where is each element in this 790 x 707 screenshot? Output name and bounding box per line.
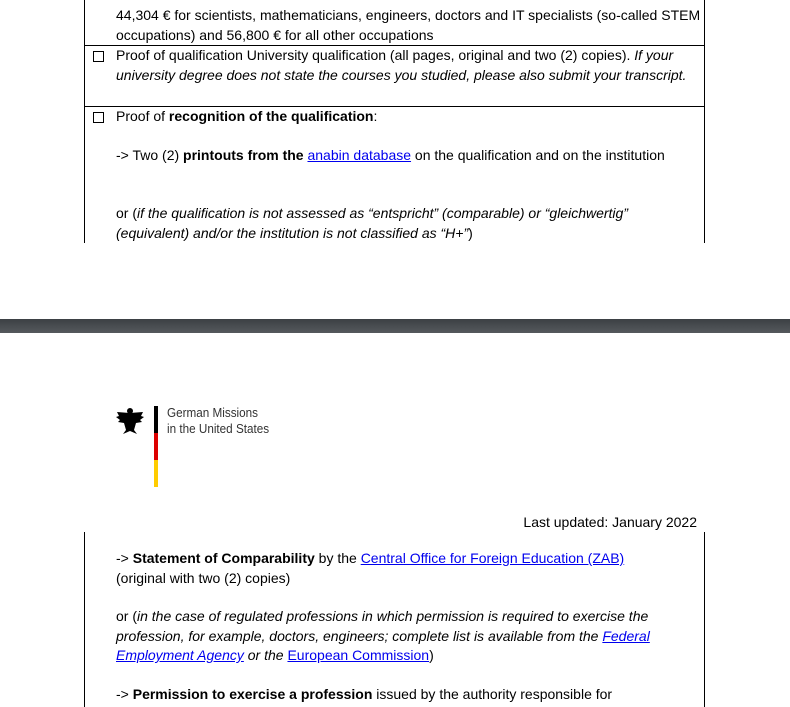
qualification-text: Proof of qualification University qualification (all pages, original and two (2) copies). If your university degree does not state the courses you studied, please also submit your transcript. (116, 47, 687, 83)
last-updated: Last updated: January 2022 (523, 514, 697, 530)
federal-employment-agency-link[interactable]: Federal Employment Agency (116, 627, 650, 663)
or-note-2: or (in the case of regulated professions in which permission is required to exercise the profession, for example, doctors, engineers; complete list is available from the Federal Employment Agency or the European Commission) (116, 608, 650, 663)
anabin-link[interactable]: anabin database (307, 147, 412, 163)
logo-text: German Missions in the United States (167, 405, 270, 436)
flag-gold (154, 460, 158, 487)
table-border-left (84, 0, 85, 243)
anabin-item: -> Two (2) printouts from the anabin database on the qualification and on the institution (116, 147, 665, 163)
zab-item: -> Statement of Comparability by the Central Office for Foreign Education (ZAB) (original with two (2) copies) (116, 550, 625, 586)
eagle-icon (114, 404, 146, 436)
recognition-heading: Proof of recognition of the qualification: (116, 108, 378, 124)
salary-text: 44,304 € for scientists, mathematicians, engineers, doctors and IT specialists (so-called STEM occupations) and 56,800 € for all other occupations (116, 7, 701, 43)
checkbox-qualification[interactable] (93, 51, 104, 62)
page-gap (0, 319, 790, 333)
table-border-right (704, 0, 705, 243)
table-border-right (704, 532, 705, 707)
zab-link[interactable]: Central Office for Foreign Education (ZAB) (360, 550, 625, 566)
flag-black (154, 406, 158, 433)
flag-red (154, 433, 158, 460)
or-note-1: or (if the qualification is not assessed as “entspricht” (comparable) or “gleichwertig” (equivalent) and/or the institution is not classified as “H+”) (116, 205, 628, 241)
table-border-left (84, 532, 85, 707)
european-commission-link[interactable]: European Commission (287, 647, 430, 663)
permission-item: -> Permission to exercise a profession issued by the authority responsible for (116, 686, 613, 702)
checkbox-recognition[interactable] (93, 112, 104, 123)
